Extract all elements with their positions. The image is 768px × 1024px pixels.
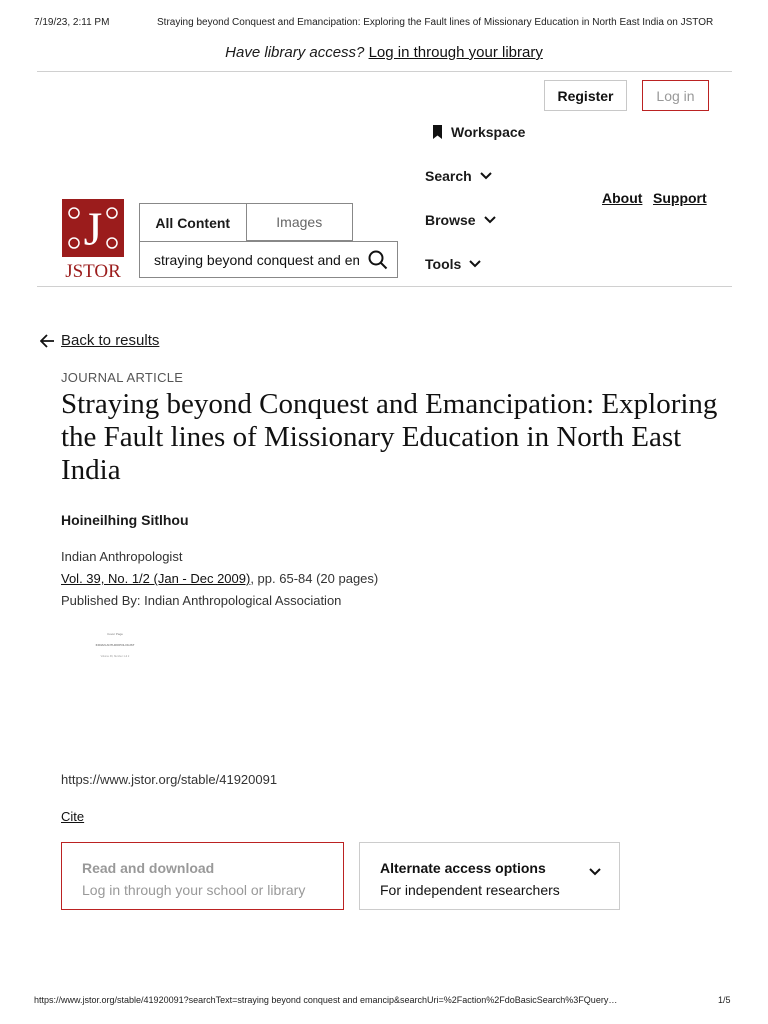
journal-name: Indian Anthropologist [61,549,183,564]
issue-line [61,571,378,586]
search-icon[interactable] [367,249,389,271]
article-author[interactable]: Hoineilhing Sitlhou [61,512,189,528]
page-range: , pp. 65-84 (20 pages) [250,571,379,586]
tab-images[interactable]: Images [247,203,354,241]
library-access-bar [0,44,768,61]
back-link-label: Back to results [61,332,160,349]
search-box [139,241,398,278]
search-menu-label: Search [425,168,472,184]
logo-text: JSTOR [65,261,121,281]
alt-subtitle: For independent researchers [380,882,560,898]
chevron-down-icon [589,868,601,876]
divider [37,71,732,72]
print-footer-url: https://www.jstor.org/stable/41920091?searchText=straying beyond conquest and emancip&searchUri=%2Faction%2FdoBasicSearch%3FQuery… [34,995,618,1005]
article-title: Straying beyond Conquest and Emancipation: Exploring the Fault lines of Missionary Education in North East India [61,388,718,486]
alt-title: Alternate access options [380,860,546,876]
svg-text:Volume 39, Number 1 & 2: Volume 39, Number 1 & 2 [100,655,130,658]
svg-text:J: J [83,203,103,256]
read-subtitle: Log in through your school or library [82,882,306,898]
print-page-title: Straying beyond Conquest and Emancipation: Exploring the Fault lines of Missionary Education in North East India on JSTOR [157,17,714,28]
jstor-logo[interactable] [60,197,126,281]
browse-menu-label: Browse [425,212,476,228]
back-to-results-link[interactable] [40,332,159,349]
search-input[interactable] [152,251,361,269]
print-datetime: 7/19/23, 2:11 PM [34,17,110,28]
alternate-access-button[interactable] [359,842,620,910]
library-access-prompt: Have library access? [225,44,365,61]
svg-text:Cover Page: Cover Page [107,632,123,636]
library-login-link[interactable]: Log in through your library [368,44,543,61]
browse-menu[interactable] [425,212,496,228]
tab-all-content[interactable]: All Content [139,203,247,241]
print-page-number: 1/5 [718,995,731,1005]
stable-url: https://www.jstor.org/stable/41920091 [61,772,278,787]
read-and-download-button[interactable] [61,842,344,910]
chevron-down-icon [484,216,496,224]
search-tabs [139,203,353,241]
about-link[interactable]: About [602,190,643,206]
support-link[interactable]: Support [653,190,707,206]
tools-menu[interactable] [425,256,481,272]
divider [37,286,732,287]
login-button[interactable]: Log in [642,80,709,111]
cite-link[interactable]: Cite [61,809,85,824]
search-menu[interactable] [425,168,492,184]
bookmark-icon [432,125,443,139]
svg-text:INDIAN ANTHROPOLOGIST: INDIAN ANTHROPOLOGIST [95,643,135,647]
register-button[interactable]: Register [544,80,627,111]
arrow-left-icon [40,334,55,348]
content-type-label: JOURNAL ARTICLE [61,370,184,385]
chevron-down-icon [480,172,492,180]
issue-link[interactable]: Vol. 39, No. 1/2 (Jan - Dec 2009) [61,571,251,586]
chevron-down-icon [469,260,481,268]
workspace-label: Workspace [451,124,526,140]
read-title: Read and download [82,860,215,876]
workspace-link[interactable] [432,124,525,140]
publisher: Published By: Indian Anthropological Association [61,593,342,608]
tools-menu-label: Tools [425,256,462,272]
article-thumbnail[interactable] [84,628,146,662]
